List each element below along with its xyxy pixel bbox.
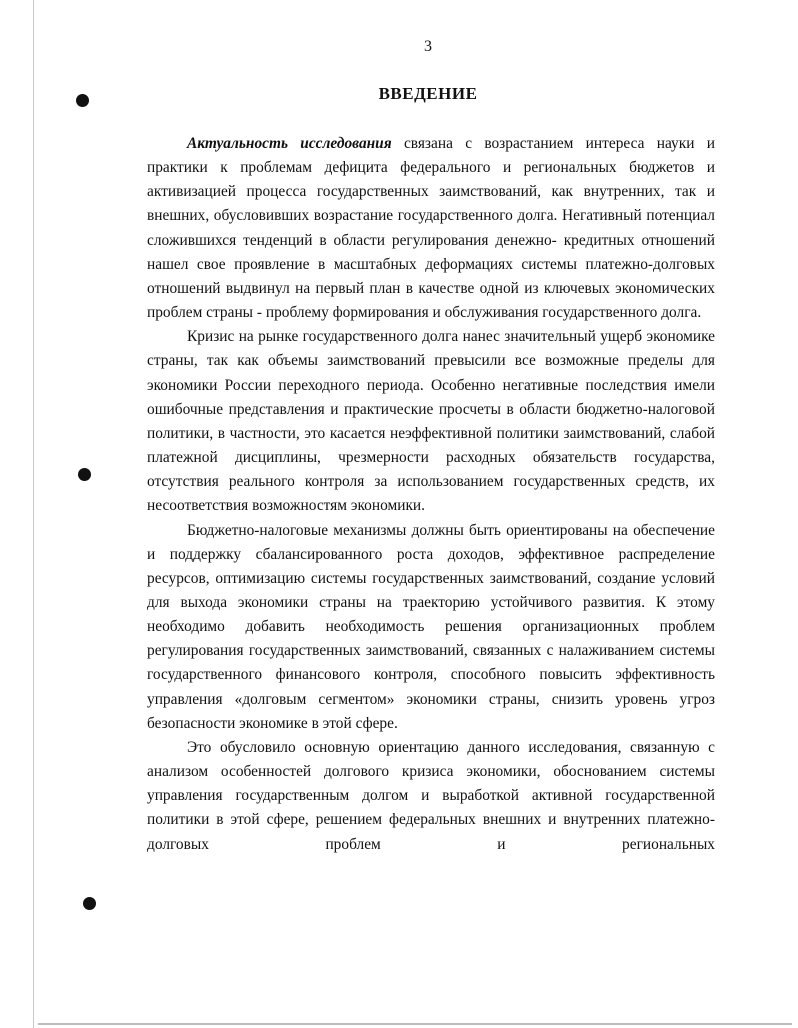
- paragraph-orientation: Это обусловило основную ориентацию данного исследования, связанную с анализом особенностей долгового кризиса экономики, обоснованием системы управления государственным долгом и выработкой активной государственной политики в этой сфере, решением федеральных внешних и внутренних платежно-долговых проблем и региональных: [147, 738, 715, 853]
- document-body: [147, 132, 715, 857]
- paragraph-text: связана с возрастанием интереса науки и практики к проблемам дефицита федерального и региональных бюджетов и активизацией процесса государственных заимствований, как внутренних, так и внешних, обусловивших возрастание государственного долга. Негативный потенциал сложившихся тенденций в области регулирования денежно- кредитных отношений нашел свое проявление в масштабных деформациях системы платежно-долговых отношений выдвинул на первый план в качестве одной из ключевых экономических проблем страны - проблему формирования и обслуживания государственного долга.: [147, 135, 715, 322]
- scan-bottom-edge: [38, 1023, 792, 1025]
- page-title: ВВЕДЕНИЕ: [378, 84, 478, 103]
- paragraph-crisis: Кризис на рынке государственного долга нанес значительный ущерб экономике страны, так как объемы заимствований превысили все возможные пределы для экономики России переходного периода. Особенно негативные последствия имели ошибочные представления и практические просчеты в области бюджетно-налоговой политики, в частности, это касается неэффективной политики заимствований, слабой платежной дисциплины, чрезмерности расходных обязательств государства, отсутствия реального контроля за использованием государственных средств, их несоответствия возможностям экономики.: [147, 328, 715, 515]
- paragraph-relevance: [147, 132, 715, 325]
- punch-hole-bottom: [83, 897, 96, 910]
- page-number: 3: [424, 38, 432, 55]
- punch-hole-middle: [78, 468, 91, 481]
- scan-margin-line: [33, 0, 34, 1028]
- paragraph-mechanisms: Бюджетно-налоговые механизмы должны быть ориентированы на обеспечение и поддержку сбалансированного роста доходов, эффективное распределение ресурсов, оптимизацию системы государственных заимствований, создание условий для выхода экономики страны на траекторию устойчивого развития. К этому необходимо добавить необходимость решения организационных проблем регулирования государственных заимствований, связанных с налаживанием системы государственного финансового контроля, способного повысить эффективность управления «долговым сегментом» экономики страны, снизить уровень угроз безопасности экономике в этой сфере.: [147, 521, 715, 732]
- paragraph-lead: Актуальность исследования: [187, 135, 392, 152]
